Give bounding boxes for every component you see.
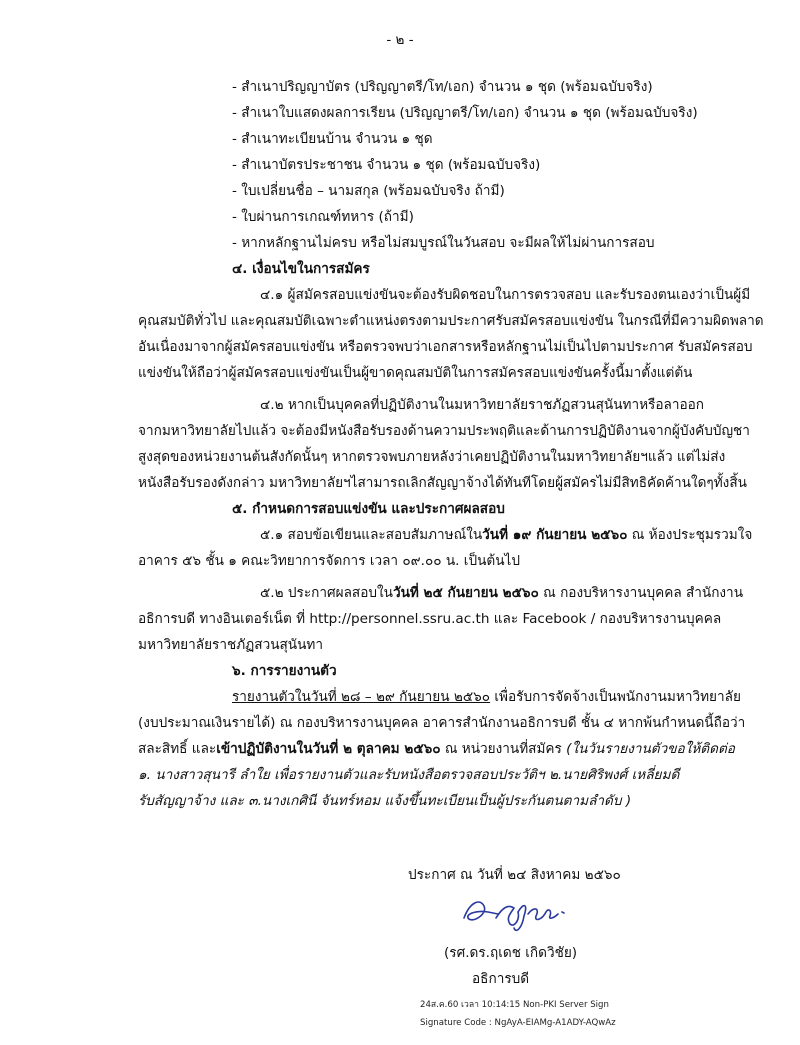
signatory-position: อธิการบดี <box>472 971 530 987</box>
section6-line4: ๑. นางสาวสุนารี ลำใย เพื่อรายงานตัวและรับหนังสือตรวจสอบประวัติฯ ๒.นายศิริพงศ์ เหลี่ยมดี <box>138 767 680 783</box>
announce-date: ประกาศ ณ วันที่ ๒๔ สิงหาคม ๒๕๖๐ <box>408 867 621 883</box>
section4-p2-line2: จากมหาวิทยาลัยไปแล้ว จะต้องมีหนังสือรับรองด้านความประพฤติและด้านการปฏิบัติงานจากผู้บังคับบัญชา <box>138 423 750 439</box>
doc-item-5: - ใบเปลี่ยนชื่อ – นามสกุล (พร้อมฉบับจริง ถ้ามี) <box>232 183 505 199</box>
signature-image <box>458 888 578 938</box>
doc-item-2: - สำเนาใบแสดงผลการเรียน (ปริญญาตรี/โท/เอก) จำนวน ๑ ชุด (พร้อมฉบับจริง) <box>232 105 698 121</box>
section4-p2-line4: หนังสือรับรองดังกล่าว มหาวิทยาลัยฯไสามารถเลิกสัญญาจ้างได้ทันทีโดยผู้สมัครไม่มีสิทธิคัดค้านใดๆทั้งสิ้น <box>138 475 747 491</box>
exam-date: วันที่ ๑๙ กันยายน ๒๕๖๐ <box>482 527 628 543</box>
doc-item-7: - หากหลักฐานไม่ครบ หรือไม่สมบูรณ์ในวันสอบ จะมีผลให้ไม่ผ่านการสอบ <box>232 235 655 251</box>
section4-p1-line2: คุณสมบัติทั่วไป และคุณสมบัติเฉพาะตำแหน่งตรงตามประกาศรับสมัครสอบแข่งขัน ในกรณีที่มีความผิดพลาด <box>138 313 764 329</box>
section5-p1-line2: อาคาร ๕๖ ชั้น ๑ คณะวิทยาการจัดการ เวลา ๐๙.๐๐ น. เป็นต้นไป <box>138 553 520 569</box>
esign-timestamp: 24ส.ค.60 เวลา 10:14:15 Non-PKI Server Sign <box>420 1000 609 1010</box>
exam-text: ๕.๑ สอบข้อเขียนและสอบสัมภาษณ์ใน <box>260 527 483 543</box>
esign-code: Signature Code : NgAyA-EIAMg-A1ADY-AQwAz <box>420 1018 616 1028</box>
section4-p2-line3: สูงสุดของหน่วยงานต้นสังกัดนั้นๆ หากตรวจพบภายหลังว่าเคยปฏิบัติงานในมหาวิทยาลัยฯแล้ว แต่ไม่ส่ง <box>138 449 726 465</box>
section6-line2: (งบประมาณเงินรายได้) ณ กองบริหารงานบุคคล อาคารสำนักงานอธิการบดี ชั้น ๔ หากพ้นกำหนดนี้ถือว่า <box>138 715 746 731</box>
doc-item-4: - สำเนาบัตรประชาชน จำนวน ๑ ชุด (พร้อมฉบับจริง) <box>232 157 541 173</box>
signatory-name: (รศ.ดร.ฤเดช เกิดวิชัย) <box>444 945 578 961</box>
section6-heading: ๖. การรายงานตัว <box>232 663 337 679</box>
result-date: วันที่ ๒๕ กันยายน ๒๕๖๐ <box>392 585 539 601</box>
section5-p2-line1 <box>260 580 743 606</box>
section5-p1-line1 <box>260 522 752 548</box>
report-purpose: เพื่อรับการจัดจ้างเป็นพนักงานมหาวิทยาลัย <box>490 689 741 705</box>
report-dates: รายงานตัวในวันที่ ๒๘ – ๒๙ กันยายน ๒๕๖๐ <box>232 689 491 705</box>
section6-line5: รับสัญญาจ้าง และ ๓.นางเกศินี จันทร์หอม แจ้งขึ้นทะเบียนเป็นผู้ประกันตนตามลำดับ ) <box>138 793 632 809</box>
exam-venue: ณ ห้องประชุมรวมใจ <box>627 527 753 543</box>
result-text: ๕.๒ ประกาศผลสอบใน <box>260 585 393 601</box>
section4-p1-line4: แข่งขันให้ถือว่าผู้สมัครสอบแข่งขันเป็นผู้ขาดคุณสมบัติในการสมัครสอบแข่งขันครั้งนี้มาตั้งแต่ต้น <box>138 365 693 381</box>
section4-p2-line1: ๔.๒ หากเป็นบุคคลที่ปฏิบัติงานในมหาวิทยาลัยราชภัฏสวนสุนันทาหรือลาออก <box>260 397 705 413</box>
section5-p2-line2: อธิการบดี ทางอินเตอร์เน็ต ที่ http://personnel.ssru.ac.th และ Facebook / กองบริหารงานบุคคล <box>138 611 722 627</box>
contact-note: (ในวันรายงานตัวขอให้ติดต่อ <box>566 741 735 757</box>
forfeit-text: สละสิทธิ์ และ <box>138 741 217 757</box>
section5-heading: ๕. กำหนดการสอบแข่งขัน และประกาศผลสอบ <box>232 501 505 517</box>
section6-line3 <box>138 736 735 762</box>
section4-p1-line1: ๔.๑ ผู้สมัครสอบแข่งขันจะต้องรับผิดชอบในการตรวจสอบ และรับรองตนเองว่าเป็นผู้มี <box>260 287 751 303</box>
section5-p2-line3: มหาวิทยาลัยราชภัฏสวนสุนันทา <box>138 637 323 653</box>
doc-item-6: - ใบผ่านการเกณฑ์ทหาร (ถ้ามี) <box>232 209 414 225</box>
page-number: - ๒ - <box>386 32 414 48</box>
result-venue: ณ กองบริหารงานบุคคล สำนักงาน <box>538 585 743 601</box>
work-unit-text: ณ หน่วยงานที่สมัคร <box>440 741 567 757</box>
doc-item-3: - สำเนาทะเบียนบ้าน จำนวน ๑ ชุด <box>232 131 433 147</box>
section4-p1-line3: อันเนื่องมาจากผู้สมัครสอบแข่งขัน หรือตรวจพบว่าเอกสารหรือหลักฐานไม่เป็นไปตามประกาศ รับสมัครสอบ <box>138 339 753 355</box>
section6-line1 <box>232 684 741 710</box>
doc-item-1: - สำเนาปริญญาบัตร (ปริญญาตรี/โท/เอก) จำนวน ๑ ชุด (พร้อมฉบับจริง) <box>232 79 653 95</box>
start-work-date: เข้าปฏิบัติงานในวันที่ ๒ ตุลาคม ๒๕๖๐ <box>216 741 441 757</box>
section4-heading: ๔. เงื่อนไขในการสมัคร <box>232 261 370 277</box>
